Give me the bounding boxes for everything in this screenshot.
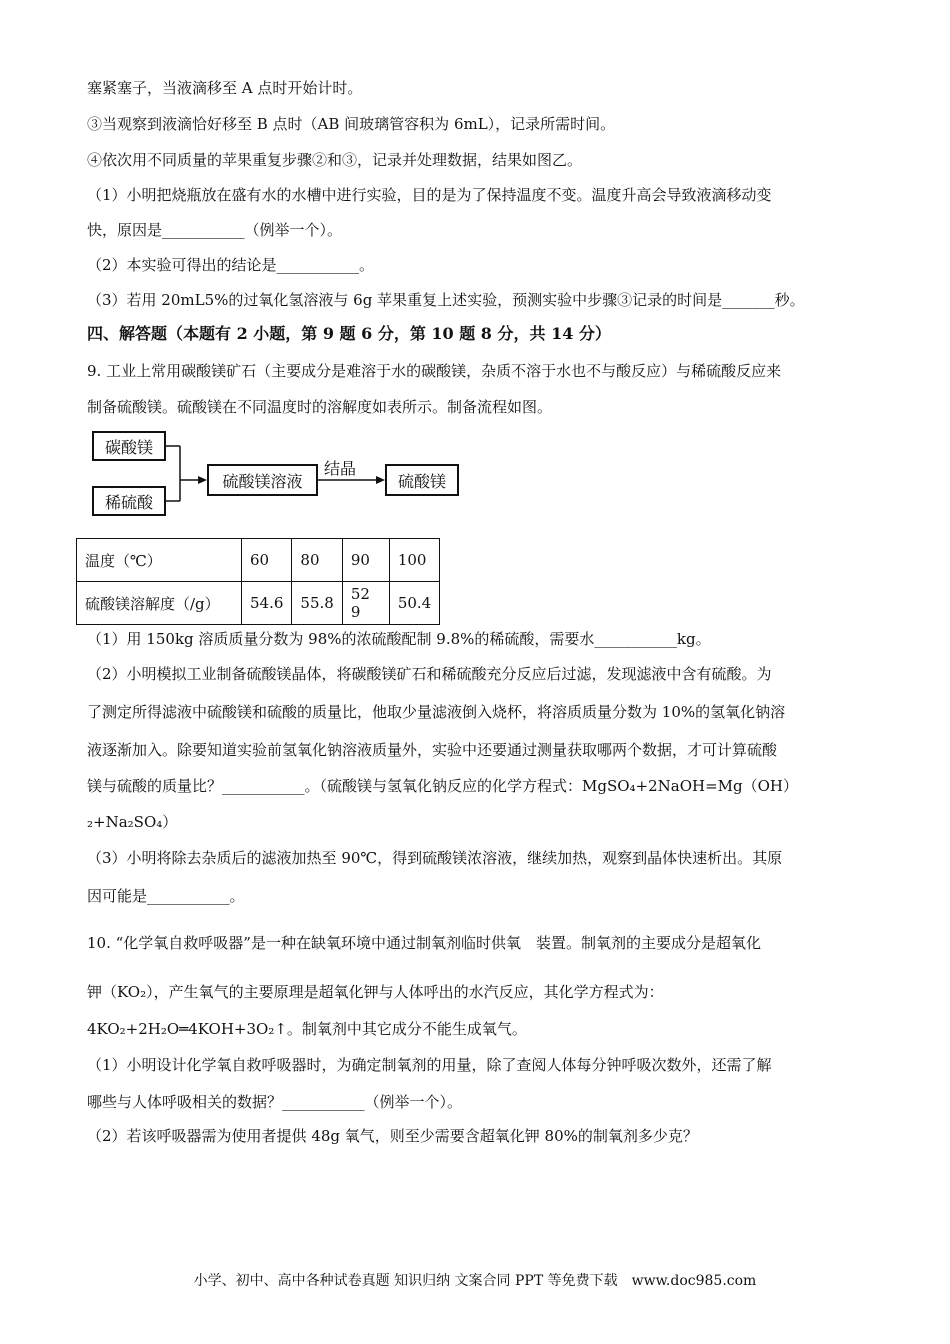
- q9-part2-e: ₂+Na₂SO₄）: [87, 813, 178, 831]
- table-cell: 60: [242, 539, 292, 582]
- q9-part2-c: 液逐渐加入。除要知道实验前氢氧化钠溶液质量外，实验中还要通过测量获取哪两个数据，才可计算硫酸: [87, 741, 778, 759]
- table-cell: 52 9: [342, 582, 389, 625]
- q10-line-a: 10. “化学氧自救呼吸器”是一种在缺氧环境中通过制氧剂临时供氧 装置。制氧剂的主要成分是超氧化: [87, 934, 761, 952]
- q9-part2-d: 镁与硫酸的质量比？___________。（硫酸镁与氢氧化钠反应的化学方程式：MgSO₄+2NaOH=Mg（OH）: [87, 777, 799, 795]
- table-cell: 50.4: [389, 582, 439, 625]
- table-cell: 55.8: [292, 582, 342, 625]
- q10-line-b: 钾（KO₂），产生氧气的主要原理是超氧化钾与人体呼出的水汽反应，其化学方程式为：: [87, 983, 664, 1001]
- flow-box-magnesium-carbonate: 碳酸镁: [92, 431, 166, 461]
- q9-part2-a: （2）小明模拟工业制备硫酸镁晶体，将碳酸镁矿石和稀硫酸充分反应后过滤，发现滤液中含有硫酸。为: [87, 665, 772, 683]
- q9-part1: （1）用 150kg 溶质质量分数为 98%的浓硫酸配制 9.8%的稀硫酸，需要水___________kg。: [87, 630, 711, 648]
- q10-part1-b: 哪些与人体呼吸相关的数据？___________（例举一个）。: [87, 1093, 463, 1111]
- solubility-table: [76, 538, 440, 625]
- line-7: （3）若用 20mL5%的过氧化氢溶液与 6g 苹果重复上述实验，预测实验中步骤③记录的时间是_______秒。: [87, 291, 805, 309]
- line-1: 塞紧塞子，当液滴移至 A 点时开始计时。: [87, 79, 363, 97]
- crystallize-label: 结晶: [324, 459, 357, 478]
- page-footer: 小学、初中、高中各种试卷真题 知识归纳 文案合同 PPT 等免费下载 www.doc985.com: [193, 1273, 757, 1289]
- flow-box-magnesium-sulfate: 硫酸镁: [385, 464, 459, 496]
- flow-box-dilute-sulfuric-acid: 稀硫酸: [92, 486, 166, 516]
- table-cell: 硫酸镁溶解度（/g）: [77, 582, 242, 625]
- line-4: （1）小明把烧瓶放在盛有水的水槽中进行实验，目的是为了保持温度不变。温度升高会导致液滴移动变: [87, 186, 772, 204]
- table-row: [77, 539, 440, 582]
- table-cell: 100: [389, 539, 439, 582]
- q9-part2-b: 了测定所得滤液中硫酸镁和硫酸的质量比，他取少量滤液倒入烧杯，将溶质质量分数为 10%的氢氧化钠溶: [87, 703, 786, 721]
- q9-line-a: 9. 工业上常用碳酸镁矿石（主要成分是难溶于水的碳酸镁，杂质不溶于水也不与酸反应）与稀硫酸反应来: [87, 362, 782, 380]
- table-row: [77, 582, 440, 625]
- line-2: ③当观察到液滴恰好移至 B 点时（AB 间玻璃管容积为 6mL），记录所需时间。: [87, 115, 616, 133]
- q9-line-b: 制备硫酸镁。硫酸镁在不同温度时的溶解度如表所示。制备流程如图。: [87, 398, 553, 416]
- q10-part2: （2）若该呼吸器需为使用者提供 48g 氧气，则至少需要含超氧化钾 80%的制氧剂多少克？: [87, 1127, 698, 1145]
- q9-part3-b: 因可能是___________。: [87, 887, 245, 905]
- line-3: ④依次用不同质量的苹果重复步骤②和③，记录并处理数据，结果如图乙。: [87, 151, 583, 169]
- line-5: 快，原因是___________（例举一个）。: [87, 221, 343, 239]
- line-6: （2）本实验可得出的结论是___________。: [87, 256, 375, 274]
- flow-connectors: [0, 0, 950, 560]
- q9-part3-a: （3）小明将除去杂质后的滤液加热至 90℃，得到硫酸镁浓溶液，继续加热，观察到晶体快速析出。其原: [87, 849, 783, 867]
- q10-line-c: 4KO₂+2H₂O═4KOH+3O₂↑。制氧剂中其它成分不能生成氧气。: [87, 1020, 527, 1038]
- q10-part1-a: （1）小明设计化学氧自救呼吸器时，为确定制氧剂的用量，除了查阅人体每分钟呼吸次数外，还需了解: [87, 1056, 772, 1074]
- table-cell: 54.6: [242, 582, 292, 625]
- table-cell: 90: [342, 539, 389, 582]
- section-heading: 四、解答题（本题有 2 小题，第 9 题 6 分，第 10 题 8 分，共 14 分）: [87, 324, 611, 343]
- table-cell: 80: [292, 539, 342, 582]
- flow-box-magnesium-sulfate-solution: 硫酸镁溶液: [207, 464, 318, 496]
- table-cell: 温度（℃）: [77, 539, 242, 582]
